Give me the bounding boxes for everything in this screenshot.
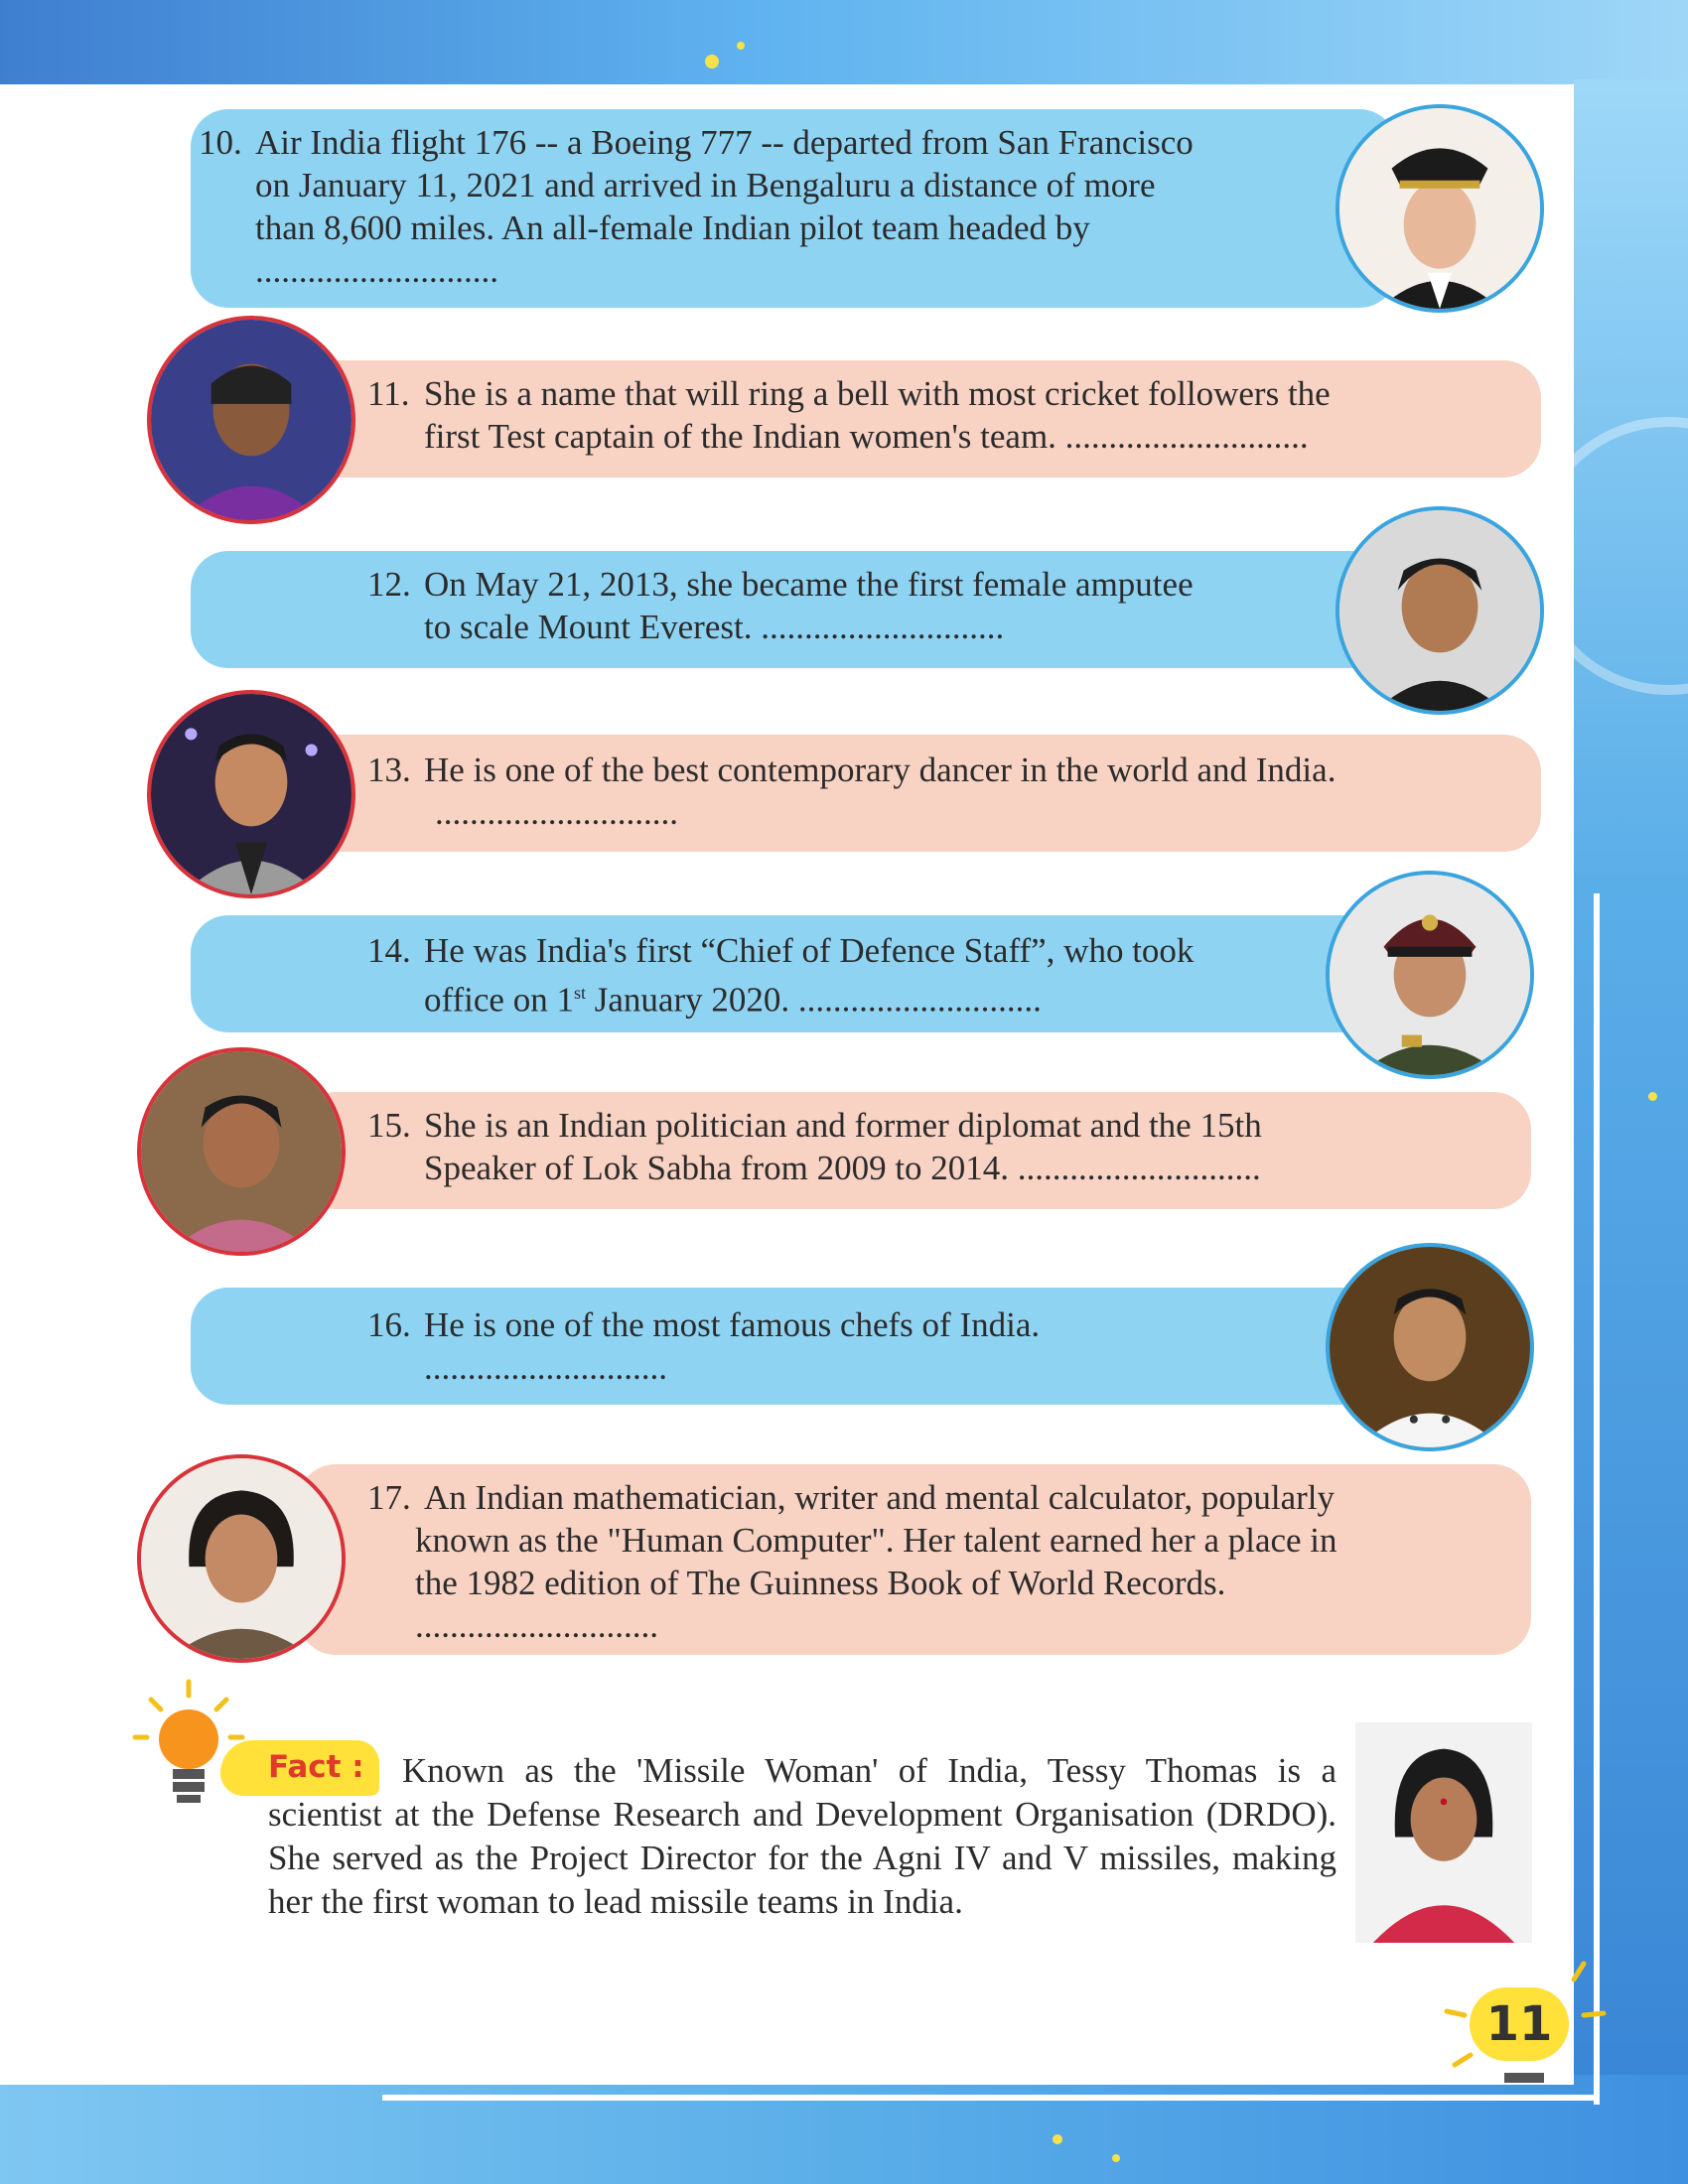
question-line: She is a name that will ring a bell with most cricket followers the bbox=[424, 374, 1331, 413]
question-17-card bbox=[298, 1464, 1531, 1655]
question-10-card bbox=[191, 109, 1397, 308]
mathematician-portrait-photo bbox=[137, 1454, 346, 1663]
dancer-portrait-photo bbox=[147, 690, 355, 898]
frame-line-right bbox=[1594, 893, 1600, 2105]
fact-label: Fact : bbox=[268, 1749, 364, 1785]
question-11-card bbox=[298, 360, 1541, 478]
general-portrait-photo bbox=[1326, 871, 1534, 1079]
question-line: She is an Indian politician and former diplomat and the 15th bbox=[424, 1106, 1262, 1145]
question-line: known as the "Human Computer". Her talent earned her a place in bbox=[415, 1521, 1337, 1560]
question-line-end: January 2020. ............................ bbox=[586, 980, 1042, 1020]
cricketer-portrait-photo bbox=[147, 316, 355, 524]
question-line bbox=[424, 972, 1042, 1022]
pilot-portrait-photo bbox=[1336, 104, 1544, 313]
question-14-card bbox=[191, 915, 1387, 1032]
answer-blank: ............................ bbox=[424, 1348, 667, 1387]
question-number: 16. bbox=[367, 1305, 411, 1344]
question-number: 15. bbox=[367, 1106, 411, 1145]
question-line: An Indian mathematician, writer and mental calculator, popularly bbox=[424, 1478, 1336, 1517]
question-12-card bbox=[191, 551, 1397, 668]
decor-dot bbox=[737, 42, 745, 50]
answer-blank: ............................ bbox=[435, 793, 678, 832]
ordinal-suffix: st bbox=[573, 983, 586, 1003]
frame-line-bottom bbox=[382, 2095, 1599, 2101]
question-line: He is one of the best contemporary dancer in the world and India. bbox=[424, 751, 1336, 789]
question-line: on January 11, 2021 and arrived in Bengaluru a distance of more bbox=[255, 166, 1156, 205]
question-line: the 1982 edition of The Guinness Book of World Records. bbox=[415, 1564, 1226, 1602]
question-line-start: office on 1 bbox=[424, 980, 574, 1020]
question-13-card bbox=[298, 735, 1541, 852]
question-line: He is one of the most famous chefs of India. bbox=[424, 1305, 1041, 1344]
fact-text bbox=[268, 1749, 1336, 1924]
answer-blank: ............................ bbox=[415, 1606, 658, 1645]
decor-dot bbox=[1112, 2154, 1120, 2162]
question-number: 11. bbox=[367, 374, 410, 413]
header-band bbox=[0, 0, 1688, 89]
question-15-card bbox=[298, 1092, 1531, 1209]
chef-portrait-photo bbox=[1326, 1243, 1534, 1451]
question-line: Air India flight 176 -- a Boeing 777 -- departed from San Francisco bbox=[255, 123, 1194, 162]
question-number: 17. bbox=[367, 1478, 411, 1517]
question-line: first Test captain of the Indian women's team. ............................ bbox=[424, 417, 1309, 456]
decor-dot bbox=[1648, 1092, 1657, 1101]
question-line: than 8,600 miles. An all-female Indian pilot team headed by bbox=[255, 208, 1090, 247]
question-number: 14. bbox=[367, 931, 411, 970]
question-line: to scale Mount Everest. ............................ bbox=[424, 608, 1005, 646]
fact-body: Known as the 'Missile Woman' of India, Tessy Thomas is a scientist at the Defense Research and Development Organisation (DRDO). She served as the Project Director for the Agni IV and V missiles, making her the first woman to lead missile teams in India. bbox=[268, 1751, 1336, 1921]
page-number: 11 bbox=[1470, 1987, 1569, 2061]
question-line: He was India's first “Chief of Defence Staff”, who took bbox=[424, 931, 1195, 970]
decor-dot bbox=[1053, 2134, 1062, 2144]
question-number: 13. bbox=[367, 751, 411, 789]
question-number: 12. bbox=[367, 565, 411, 604]
mountaineer-portrait-photo bbox=[1336, 506, 1544, 715]
decor-dot bbox=[705, 55, 719, 68]
question-line: On May 21, 2013, she became the first female amputee bbox=[424, 565, 1194, 604]
answer-blank: ............................ bbox=[255, 251, 498, 290]
right-band bbox=[1574, 79, 1688, 2085]
question-line: Speaker of Lok Sabha from 2009 to 2014. ............................ bbox=[424, 1149, 1261, 1187]
question-number: 10. bbox=[199, 123, 242, 162]
politician-portrait-photo bbox=[137, 1047, 346, 1256]
question-16-card bbox=[191, 1288, 1387, 1405]
tessy-thomas-photo bbox=[1355, 1722, 1532, 1943]
